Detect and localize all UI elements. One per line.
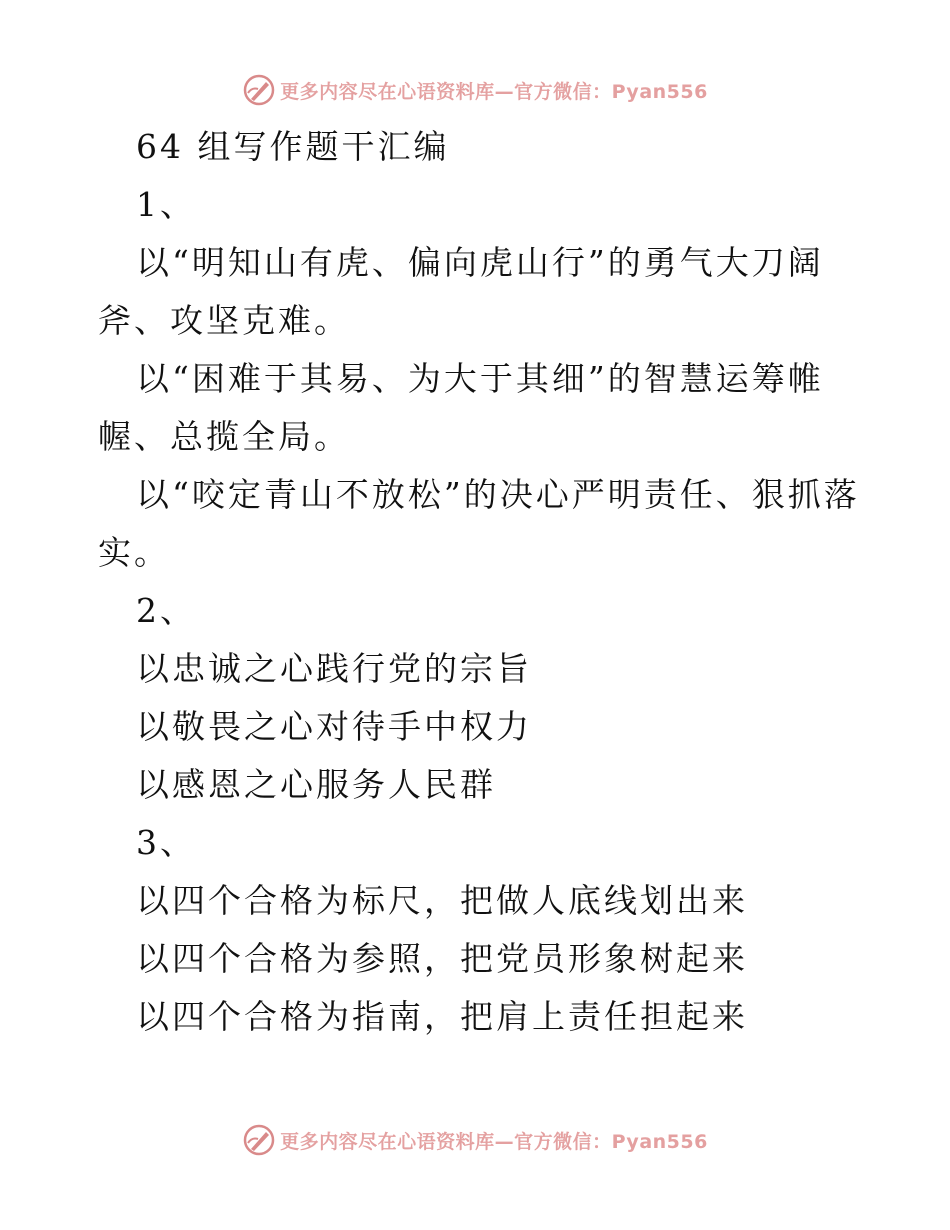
section-1-number: 1、 — [136, 185, 196, 224]
section-1-line: 以“咬定青山不放松”的决心严明责任、狠抓落 — [136, 475, 860, 514]
section-2-line: 以感恩之心服务人民群 — [136, 765, 496, 804]
section-2-number: 2、 — [136, 591, 196, 630]
document-title: 64 组写作题干汇编 — [136, 127, 450, 166]
quill-logo-icon — [242, 1123, 276, 1157]
footer-watermark — [0, 1120, 950, 1160]
section-1-line: 以“明知山有虎、偏向虎山行”的勇气大刀阔 — [136, 243, 824, 282]
footer-banner-text: 更多内容尽在心语资料库—官方微信：Pyan556 — [280, 1130, 708, 1153]
document-body — [0, 118, 950, 1046]
section-3-line: 以四个合格为参照，把党员形象树起来 — [136, 939, 748, 978]
header-banner-text: 更多内容尽在心语资料库—官方微信：Pyan556 — [280, 80, 708, 103]
section-1-line: 斧、攻坚克难。 — [98, 301, 350, 340]
header-watermark — [0, 70, 950, 110]
section-2-line: 以忠诚之心践行党的宗旨 — [136, 649, 532, 688]
section-3-line: 以四个合格为标尺，把做人底线划出来 — [136, 881, 748, 920]
section-2-line: 以敬畏之心对待手中权力 — [136, 707, 532, 746]
quill-logo-icon — [242, 73, 276, 107]
section-1-line: 实。 — [98, 533, 170, 572]
section-3-line: 以四个合格为指南，把肩上责任担起来 — [136, 997, 748, 1036]
section-1-line: 以“困难于其易、为大于其细”的智慧运筹帷 — [136, 359, 824, 398]
section-3-number: 3、 — [136, 823, 196, 862]
section-1-line: 幄、总揽全局。 — [98, 417, 350, 456]
